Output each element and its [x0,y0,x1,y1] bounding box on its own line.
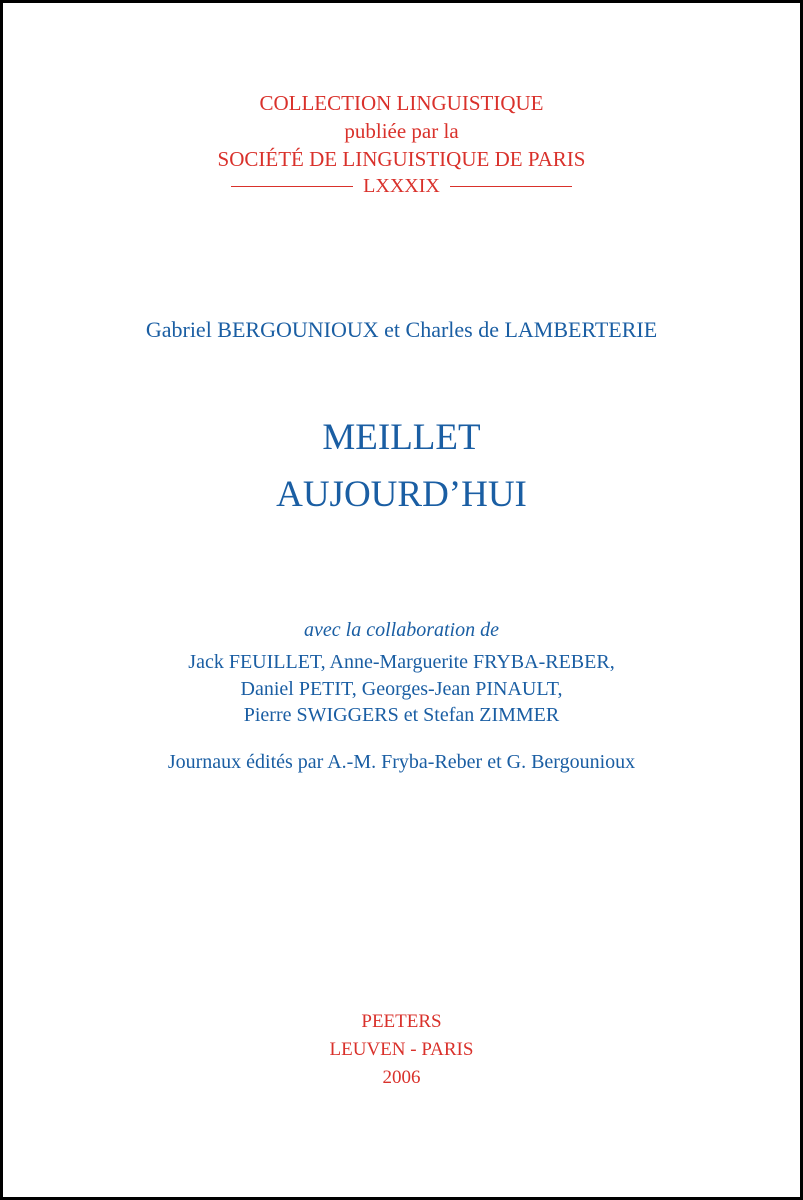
collaborators-line-2: Daniel PETIT, Georges-Jean PINAULT, [240,678,563,700]
book-title-line-1: MEILLET [322,417,481,458]
collection-society: SOCIÉTÉ DE LINGUISTIQUE DE PARIS [217,147,586,171]
collection-title: COLLECTION LINGUISTIQUE [259,91,544,115]
collaborators-line-1: Jack FEUILLET, Anne-Marguerite FRYBA-REBER, [188,651,615,673]
collaboration-intro: avec la collaboration de [304,619,499,641]
journals-note: Journaux édités par A.-M. Fryba-Reber et G. Bergounioux [167,751,636,773]
publication-year: 2006 [382,1067,421,1088]
left-rule [231,186,353,187]
series-volume: LXXXIX [363,175,440,197]
publisher-name: PEETERS [361,1011,442,1032]
publisher-cities: LEUVEN - PARIS [329,1039,474,1060]
series-volume-row [3,175,800,198]
authors: Gabriel BERGOUNIOUX et Charles de LAMBERTERIE [145,317,658,342]
book-title-line-2: AUJOURD’HUI [276,474,527,515]
collection-published-by: publiée par la [344,119,459,143]
right-rule [450,186,572,187]
collaborators-line-3: Pierre SWIGGERS et Stefan ZIMMER [243,704,560,726]
